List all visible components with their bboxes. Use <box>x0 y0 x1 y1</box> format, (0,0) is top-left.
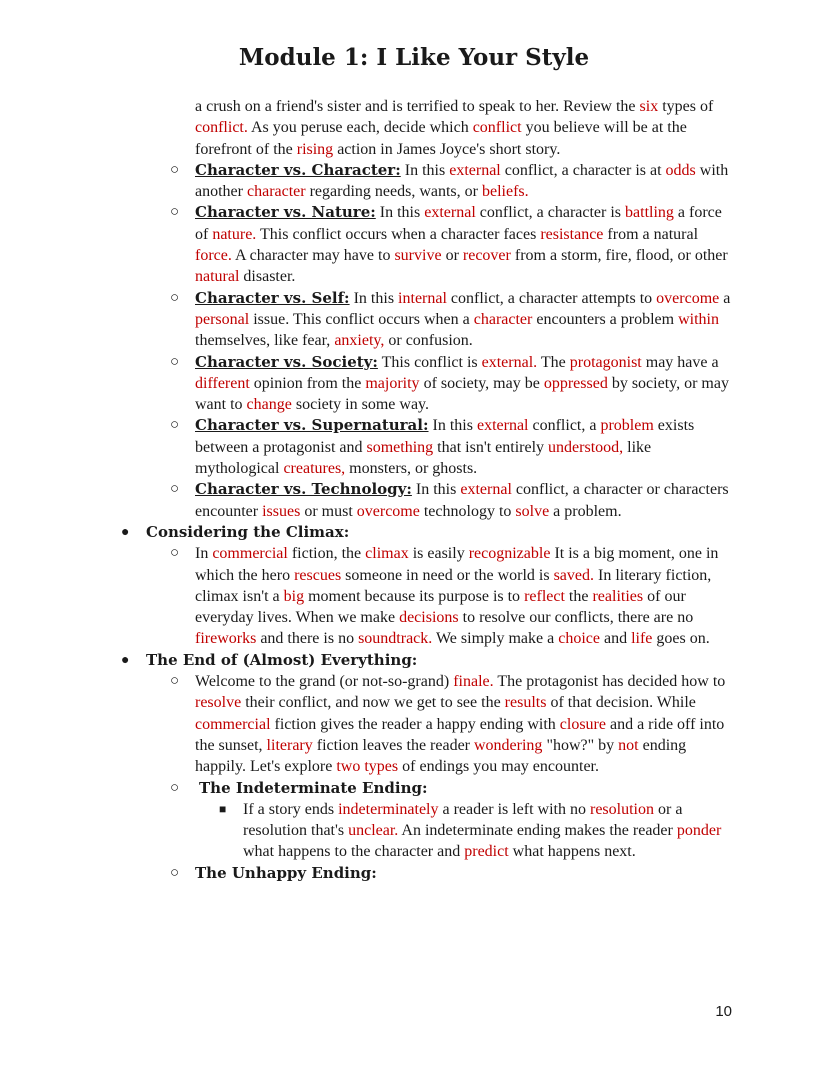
section-heading-climax: ● Considering the Climax: <box>0 522 736 543</box>
item-heading: Character vs. Self: <box>195 288 350 307</box>
list-item-char-vs-society: ○ Character vs. Society: This conflict is external. The protagonist may have a different opinion from the majority of society, may be oppressed by society, or may want to change society in some way. <box>170 352 729 414</box>
item-heading: Character vs. Character: <box>195 160 401 179</box>
hollow-circle-bullet-icon: ○ <box>170 204 180 221</box>
item-heading: Character vs. Technology: <box>195 480 412 499</box>
hollow-circle-bullet-icon: ○ <box>170 673 180 690</box>
list-item-climax: ○ In commercial fiction, the climax is easily recognizable It is a big moment, one in which the hero rescues someone in need or the world is saved. In literary fiction, climax isn't a big moment because its purpose is to reflect the realities of our everyday lives. When we make decisions to resolve our conflicts, there are no fireworks and there is no soundtrack. We simply make a choice and life goes on. <box>170 545 719 648</box>
hollow-circle-bullet-icon: ○ <box>170 161 180 178</box>
item-heading: Character vs. Nature: <box>195 203 376 222</box>
list-item-ending: ○ Welcome to the grand (or not-so-grand) finale. The protagonist has decided how to resolve their conflict, and now we get to see the results of that decision. While commercial fiction gives the reader a happy ending with closure and a ride off into the sunset, literary fiction leaves the reader wondering "how?" by not ending happily. Let's explore two types of endings you may encounter. <box>170 673 726 776</box>
item-heading: Character vs. Supernatural: <box>195 416 429 435</box>
list-item-indeterminate: ■ If a story ends indeterminately a reader is left with no resolution or a resolution that's unclear. An indeterminate ending makes the reader ponder what happens to the character and predict what happens next. <box>219 800 722 861</box>
list-item-unhappy-heading: ○ The Unhappy Ending: <box>0 863 735 884</box>
hollow-circle-bullet-icon: ○ <box>170 353 180 370</box>
intro-paragraph: a crush on a friend's sister and is terrified to speak to her. Review the six types of conflict. As you peruse each, decide which conflict you believe will be at the forefront of the rising action in James Joyce's short story. <box>195 98 714 158</box>
page-number: 10 <box>715 1003 732 1020</box>
list-item-indeterminate-heading: ○ The Indeterminate Ending: <box>0 778 735 799</box>
page-title: Module 1: I Like Your Style <box>238 44 590 71</box>
item-heading: Character vs. Society: <box>195 352 378 371</box>
filled-circle-bullet-icon: ● <box>121 524 130 540</box>
hollow-circle-bullet-icon: ○ <box>170 289 180 306</box>
list-item-char-vs-self: ○ Character vs. Self: In this internal conflict, a character attempts to overcome a personal issue. This conflict occurs when a character encounters a problem within themselves, like fear, anxiety, or confusion. <box>170 288 731 350</box>
hollow-circle-bullet-icon: ○ <box>170 779 180 796</box>
list-item-char-vs-nature: ○ Character vs. Nature: In this external conflict, a character is battling a force of nature. This conflict occurs when a character faces resistance from a natural force. A character may have to survive or recover from a storm, fire, flood, or other natural disaster. <box>170 203 728 286</box>
list-item-char-vs-supernatural: ○ Character vs. Supernatural: In this external conflict, a problem exists between a protagonist and something that isn't entirely understood, like mythological creatures, monsters, or ghosts. <box>170 416 695 478</box>
filled-circle-bullet-icon: ● <box>121 652 130 668</box>
hollow-circle-bullet-icon: ○ <box>170 481 180 498</box>
list-item-char-vs-technology: ○ Character vs. Technology: In this external conflict, a character or characters encounter issues or must overcome technology to solve a problem. <box>170 480 729 520</box>
section-heading-ending: ● The End of (Almost) Everything: <box>0 650 736 671</box>
page-content <box>0 96 828 884</box>
hollow-circle-bullet-icon: ○ <box>170 864 180 881</box>
filled-square-bullet-icon: ■ <box>219 801 227 816</box>
hollow-circle-bullet-icon: ○ <box>170 417 180 434</box>
list-item-char-vs-char: ○ Character vs. Character: In this external conflict, a character is at odds with another character regarding needs, wants, or beliefs. <box>170 160 729 201</box>
hollow-circle-bullet-icon: ○ <box>170 545 180 562</box>
